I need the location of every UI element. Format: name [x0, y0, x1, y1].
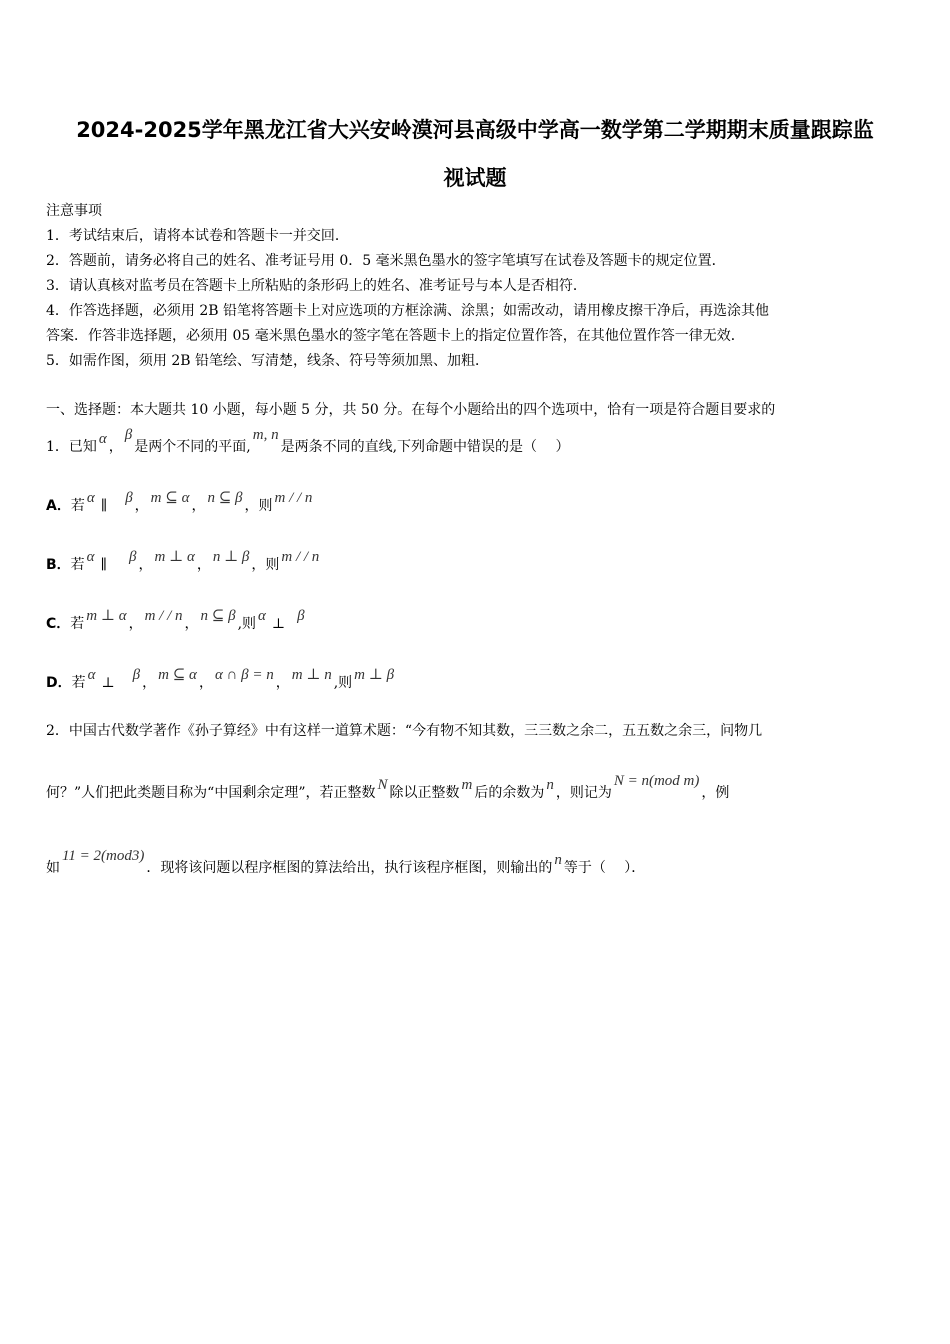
option-d-expr4: α ∩ β = n [214, 667, 274, 683]
option-d-expr5: m ⊥ n [291, 667, 332, 683]
option-d-sep2: ， [198, 675, 213, 691]
option-c-sep2: ， [184, 616, 199, 632]
option-d-rel: ⊥ [101, 675, 115, 691]
option-a[interactable] [46, 490, 314, 516]
option-c-expr3: n ⊆ β [200, 608, 236, 624]
option-a-expr2: β [125, 490, 133, 506]
q2-text-3a: 如 [46, 860, 60, 876]
question-2-line1 [46, 721, 762, 741]
option-a-sep2: ， [191, 498, 206, 514]
q2-text-2c: 后的余数为 [474, 785, 545, 801]
option-b-label: B． [46, 557, 71, 573]
option-b-expr5: m / / n [281, 549, 320, 565]
q2-math-n: n [546, 777, 554, 793]
note-item-1: 1．考试结束后，请将本试卷和答题卡一并交回． [46, 228, 349, 244]
option-a-sep1: ， [134, 498, 149, 514]
option-a-rel: ∥ [100, 498, 108, 514]
option-d-label: D． [46, 675, 72, 691]
q2-text-2b: 除以正整数 [389, 785, 460, 801]
option-b-sep2: ， [196, 557, 211, 573]
option-a-label: A． [46, 498, 71, 514]
option-b-expr2: β [129, 549, 137, 565]
option-d-expr3: m ⊆ α [158, 667, 197, 683]
option-c-rel: ⊥ [271, 616, 286, 632]
option-c-expr5: β [297, 608, 305, 624]
option-d[interactable] [46, 667, 396, 693]
note-item-3: 3．请认真核对监考员在答题卡上所粘贴的条形码上的姓名、准考证号与本人是否相符． [46, 278, 587, 294]
option-d-expr1: α [87, 667, 96, 683]
q1-text-a: 已知 [68, 439, 97, 455]
section-heading: 一、选择题：本大题共 10 小题，每小题 5 分，共 50 分。在每个小题给出的四个选项中，恰有一项是符合题目要求的 [46, 402, 776, 418]
option-b-expr1: α [86, 549, 95, 565]
option-c-then: ,则 [237, 616, 257, 632]
option-a-expr3: m ⊆ α [150, 490, 190, 506]
option-a-then: ，则 [244, 498, 273, 514]
q2-math-N: N [377, 777, 388, 793]
q1-number: 1． [46, 439, 69, 455]
q2-text-2d: ，则记为 [555, 785, 612, 801]
option-b-expr3: m ⊥ α [154, 549, 195, 565]
q2-text-2a: 何？”人们把此类题目称为“中国剩余定理”，若正整数 [46, 785, 376, 801]
notes-heading: 注意事项 [46, 203, 102, 219]
q2-text-3b: ．现将该问题以程序框图的算法给出，执行该程序框图，则输出的 [146, 860, 553, 876]
q1-beta: β [124, 427, 133, 443]
option-a-expr4: n ⊆ β [207, 490, 243, 506]
option-b-sep1: ， [138, 557, 153, 573]
option-b-then: ，则 [251, 557, 280, 573]
question-2-line2 [46, 773, 730, 803]
note-item-4: 4．作答选择题，必须用 2B 铅笔将答题卡上对应选项的方框涂满、涂黑；如需改动，请用橡皮擦干净后，再选涂其他 [46, 303, 769, 319]
option-d-sep1: ， [142, 675, 157, 691]
option-b-expr4: n ⊥ β [212, 549, 250, 565]
option-b-rel: ∥ [100, 557, 108, 573]
option-d-ruo: 若 [71, 675, 86, 691]
option-d-expr2: β [132, 667, 141, 683]
q1-text-c: 是两条不同的直线,下列命题中错误的是（ ） [280, 439, 570, 455]
q2-math-n2: n [554, 852, 562, 868]
note-item-5: 5．如需作图，须用 2B 铅笔绘、写清楚，线条、符号等须加黑、加粗． [46, 353, 490, 369]
q2-math-example: 11 = 2(mod3) [62, 848, 145, 864]
q2-math-m: m [461, 777, 473, 793]
q1-alpha: α [98, 431, 107, 447]
option-d-expr6: m ⊥ β [354, 667, 395, 683]
option-a-expr5: m / / n [274, 490, 313, 506]
option-c-expr1: m ⊥ α [86, 608, 127, 624]
q2-text-line1: 中国古代数学著作《孙子算经》中有这样一道算术题：“今有物不知其数，三三数之余二，五五数之余三，问物几 [68, 723, 763, 739]
option-d-then: ,则 [333, 675, 353, 691]
page-title-line2: 视试题 [443, 166, 507, 190]
q1-mn: m, n [252, 427, 279, 443]
option-c[interactable] [46, 608, 307, 634]
question-1 [46, 427, 570, 457]
option-c-ruo: 若 [70, 616, 85, 632]
option-d-sep3: ， [275, 675, 290, 691]
option-c-expr2: m / / n [144, 608, 183, 624]
q1-comma: ， [108, 439, 123, 455]
note-item-4-cont: 答案．作答非选择题，必须用 05 毫米黑色墨水的签字笔在答题卡上的指定位置作答，在其他位置作答一律无效． [46, 328, 745, 344]
note-item-2: 2．答题前，请务必将自己的姓名、准考证号用 0．5 毫米黑色墨水的签字笔填写在试卷及答题卡的规定位置． [46, 253, 726, 269]
option-a-ruo: 若 [70, 498, 85, 514]
q2-text-3c: 等于（ ）． [563, 860, 646, 876]
q2-text-2e: ，例 [701, 785, 730, 801]
option-b[interactable] [46, 549, 321, 575]
option-c-sep1: ， [128, 616, 143, 632]
option-c-expr4: α [258, 608, 266, 624]
option-c-label: C． [46, 616, 71, 632]
option-a-expr1: α [86, 490, 95, 506]
q2-math-mod: N = n(mod m) [613, 773, 700, 789]
option-b-ruo: 若 [70, 557, 85, 573]
q2-number: 2． [46, 723, 69, 739]
q1-text-b: 是两个不同的平面, [134, 439, 251, 455]
question-2-line3 [46, 848, 646, 878]
page-title-line1: 2024-2025学年黑龙江省大兴安岭漠河县高级中学高一数学第二学期期末质量跟踪监 [76, 118, 874, 142]
